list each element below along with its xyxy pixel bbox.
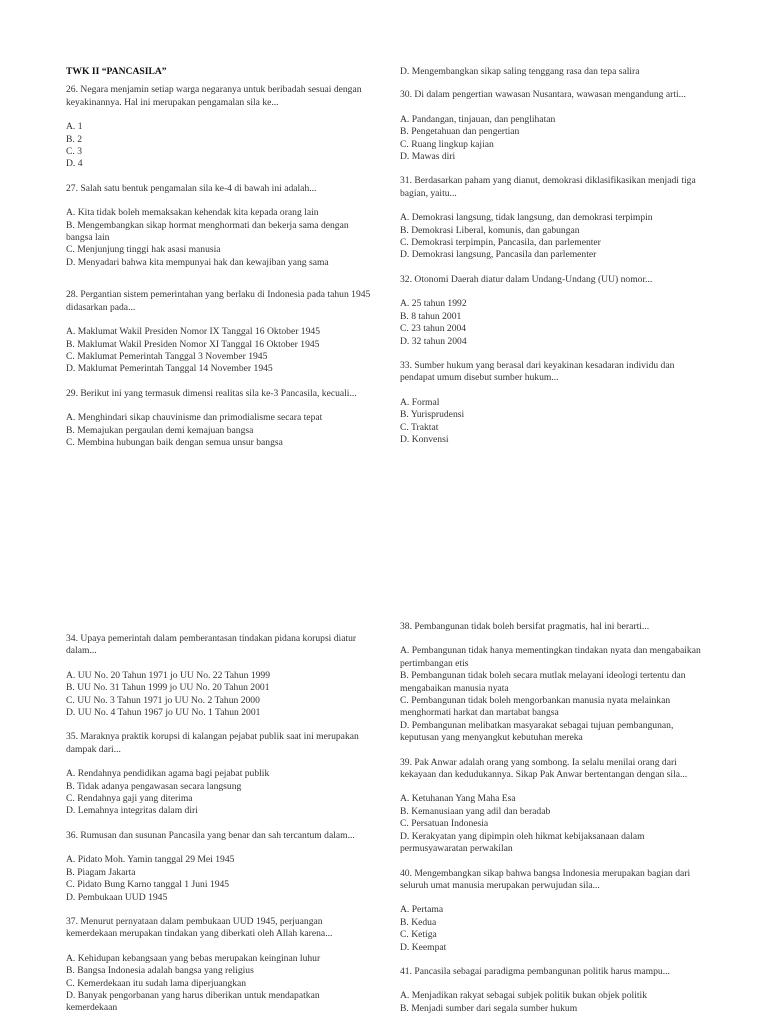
option-b: B. Memajukan pergaulan demi kemajuan bangsa [66, 424, 254, 436]
question-text: 38. Pembangunan tidak boleh bersifat pragmatis, hal ini berarti... [400, 621, 650, 632]
page1-right-column [400, 66, 705, 446]
option-d: D. Kerakyatan yang dipimpin oleh hikmat kebijaksanaan dalam permusyawaratan perwakilan [400, 830, 645, 855]
option-d: D. 32 tahun 2004 [400, 335, 467, 347]
option-b: B. Kedua [400, 916, 437, 928]
option-c: C. UU No. 3 Tahun 1971 jo UU No. 2 Tahun 2000 [66, 694, 260, 706]
option-a: A. Menjadikan rakyat sebagai subjek politik bukan objek politik [400, 990, 647, 1002]
option-b: B. Yurisprudensi [400, 409, 465, 421]
question-30 [400, 89, 705, 163]
option-d: D. Lemahnya integritas dalam diri [66, 805, 198, 817]
question-37 [66, 916, 371, 1015]
question-35 [66, 731, 371, 817]
option-c: C. Pembangunan tidak boleh mengorbankan manusia nyata melainkan menghormati harkat dan martabat bangsa [400, 695, 671, 719]
question-34 [66, 633, 371, 719]
option-a: A. Kehidupan kebangsaan yang bebas merupakan keinginan luhur [66, 952, 321, 964]
option-b: B. 2 [66, 133, 82, 145]
option-c: C. Demokrasi terpimpin, Pancasila, dan parlementer [400, 237, 601, 249]
option-b: B. Bangsa Indonesia adalah bangsa yang religius [66, 965, 254, 977]
option-d: D. Pembangunan melibatkan masyarakat sebagai tujuan pembangunan, keputusan yang menyangkut kebutuhan mereka [400, 719, 674, 744]
option-c: C. Rendahnya gaji yang diterima [66, 793, 193, 805]
question-26 [66, 84, 371, 170]
option-d: D. UU No. 4 Tahun 1967 jo UU No. 1 Tahun 2001 [66, 707, 261, 719]
option-b: B. Menjadi sumber dari segala sumber hukum [400, 1002, 578, 1014]
question-text: 31. Berdasarkan paham yang dianut, demokrasi diklasifikasikan menjadi tiga bagian, yaitu... [400, 175, 696, 199]
option-b: B. Mengembangkan sikap hormat menghormati dan bekerja sama dengan bangsa lain [66, 219, 349, 244]
option-b: B. Pembangunan tidak boleh secara mutlak melayani ideologi tertentu dan mengabaikan manusia nyata [400, 670, 686, 694]
question-27 [66, 183, 371, 269]
option-b: B. Demokrasi Liberal, komunis, dan gabungan [400, 224, 580, 236]
question-40 [400, 868, 705, 954]
page2-right-column [400, 621, 705, 1015]
option-d: D. 4 [66, 158, 83, 170]
question-text: 35. Maraknya praktik korupsi di kalangan pejabat publik saat ini merupakan dampak dari... [66, 731, 359, 755]
option-b: B. UU No. 31 Tahun 1999 jo UU No. 20 Tahun 2001 [66, 682, 270, 694]
option-a: A. Ketuhanan Yang Maha Esa [400, 793, 516, 805]
question-text: 28. Pergantian sistem pemerintahan yang berlaku di Indonesia pada tahun 1945 didasarkan pada... [66, 289, 371, 313]
question-33 [400, 360, 705, 446]
page1-left-column [66, 66, 371, 449]
document-title: TWK II “PANCASILA” [66, 66, 167, 77]
option-d: D. Konvensi [400, 433, 449, 445]
option-d: D. Maklumat Pemerintah Tanggal 14 November 1945 [66, 363, 273, 375]
option-b: B. 8 tahun 2001 [400, 310, 462, 322]
option-a: A. Pembangunan tidak hanya mementingkan tindakan nyata dan mengabaikan pertimbangan etis [400, 645, 701, 669]
page2-left-column [66, 633, 371, 1015]
question-28 [66, 289, 371, 375]
question-38 [400, 621, 705, 745]
question-39 [400, 757, 705, 856]
option-d: D. Menyadari bahwa kita mempunyai hak dan kewajiban yang sama [66, 256, 329, 268]
option-a: A. 25 tahun 1992 [400, 298, 467, 310]
option-b: B. Piagam Jakarta [66, 866, 136, 878]
question-text: 37. Menurut pernyataan dalam pembukaan UUD 1945, perjuangan kemerdekaan merupakan tindakan yang diberkati oleh Allah karena... [66, 915, 333, 940]
option-c: C. Pidato Bung Karno tanggal 1 Juni 1945 [66, 879, 230, 891]
option-a: A. Demokrasi langsung, tidak langsung, dan demokrasi terpimpin [400, 212, 653, 224]
option-a: A. 1 [66, 121, 83, 133]
option-c: C. Ketiga [400, 929, 437, 941]
option-d: D. Pembukaan UUD 1945 [66, 891, 168, 903]
question-text: 26. Negara menjamin setiap warga negaranya untuk beribadah sesuai dengan keyakinannya. Hal ini merupakan pengamalan sila ke... [66, 84, 362, 108]
question-text: 32. Otonomi Daerah diatur dalam Undang-Undang (UU) nomor... [400, 273, 653, 285]
question-29 [66, 388, 371, 450]
question-31 [400, 175, 705, 261]
option-c: C. 3 [66, 146, 82, 158]
option-a: A. Pandangan, tinjauan, dan penglihatan [400, 113, 556, 125]
question-text: 30. Di dalam pengertian wawasan Nusantara, wawasan mengandung arti... [400, 89, 686, 101]
option-a: A. Menghindari sikap chauvinisme dan primodialisme secara tepat [66, 412, 323, 424]
option-a: A. Maklumat Wakil Presiden Nomor IX Tanggal 16 Oktober 1945 [66, 326, 320, 338]
option-d: D. Keempat [400, 941, 447, 953]
option-c: C. Menjunjung tinggi hak asasi manusia [66, 244, 221, 256]
question-text: 34. Upaya pemerintah dalam pemberantasan tindakan pidana korupsi diatur dalam... [66, 633, 357, 657]
option-c: C. Ruang lingkup kajian [400, 138, 494, 150]
option-d: D. Banyak pengorbanan yang harus diberikan untuk mendapatkan kemerdekaan [66, 989, 320, 1014]
question-text: 36. Rumusan dan susunan Pancasila yang benar dan sah tercantum dalam... [66, 829, 355, 841]
question-text: 41. Pancasila sebagai paradigma pembangunan politik harus mampu... [400, 965, 670, 977]
option-b: B. Pengetahuan dan pengertian [400, 126, 520, 138]
option-c: C. Kemerdekaan itu sudah lama diperjuangkan [66, 977, 247, 989]
option-a: A. UU No. 20 Tahun 1971 jo UU No. 22 Tahun 1999 [66, 669, 271, 681]
option-c: C. Persatuan Indonesia [400, 818, 489, 830]
question-41 [400, 966, 705, 1015]
option-d-continued: D. Mengembangkan sikap saling tenggang rasa dan tepa salira [400, 66, 640, 77]
option-b: B. Tidak adanya pengawasan secara langsung [66, 780, 242, 792]
question-text: 40. Mengembangkan sikap bahwa bangsa Indonesia merupakan bagian dari seluruh umat manusia merupakan perwujudan sila... [400, 867, 691, 891]
question-text: 27. Salah satu bentuk pengamalan sila ke-4 di bawah ini adalah... [66, 182, 317, 194]
option-c: C. Traktat [400, 421, 439, 433]
option-a: A. Kita tidak boleh memaksakan kehendak kita kepada orang lain [66, 207, 319, 219]
option-b: B. Kemanusiaan yang adil dan beradab [400, 805, 551, 817]
question-32 [400, 274, 705, 348]
question-text: 29. Berikut ini yang termasuk dimensi realitas sila ke-3 Pancasila, kecuali... [66, 387, 357, 399]
option-b: B. Maklumat Wakil Presiden Nomor XI Tanggal 16 Oktober 1945 [66, 338, 320, 350]
question-text: 39. Pak Anwar adalah orang yang sombong. Ia selalu menilai orang dari kekayaan dan kedudukannya. Sikap Pak Anwar bertentangan dengan sila... [400, 756, 688, 781]
option-a: A. Rendahnya pendidikan agama bagi pejabat publik [66, 768, 270, 780]
option-c: C. Maklumat Pemerintah Tanggal 3 November 1945 [66, 350, 268, 362]
question-text: 33. Sumber hukum yang berasal dari keyakinan kesadaran individu dan pendapat umum disebut sumber hukum... [400, 359, 675, 384]
question-36 [66, 830, 371, 904]
option-d: D. Demokrasi langsung, Pancasila dan parlementer [400, 249, 597, 261]
option-a: A. Pertama [400, 904, 444, 916]
option-a: A. Pidato Moh. Yamin tanggal 29 Mei 1945 [66, 854, 235, 866]
option-c: C. Membina hubungan baik dengan semua unsur bangsa [66, 436, 283, 448]
option-c: C. 23 tahun 2004 [400, 323, 467, 335]
option-a: A. Formal [400, 396, 440, 408]
option-d: D. Mawas diri [400, 151, 456, 163]
